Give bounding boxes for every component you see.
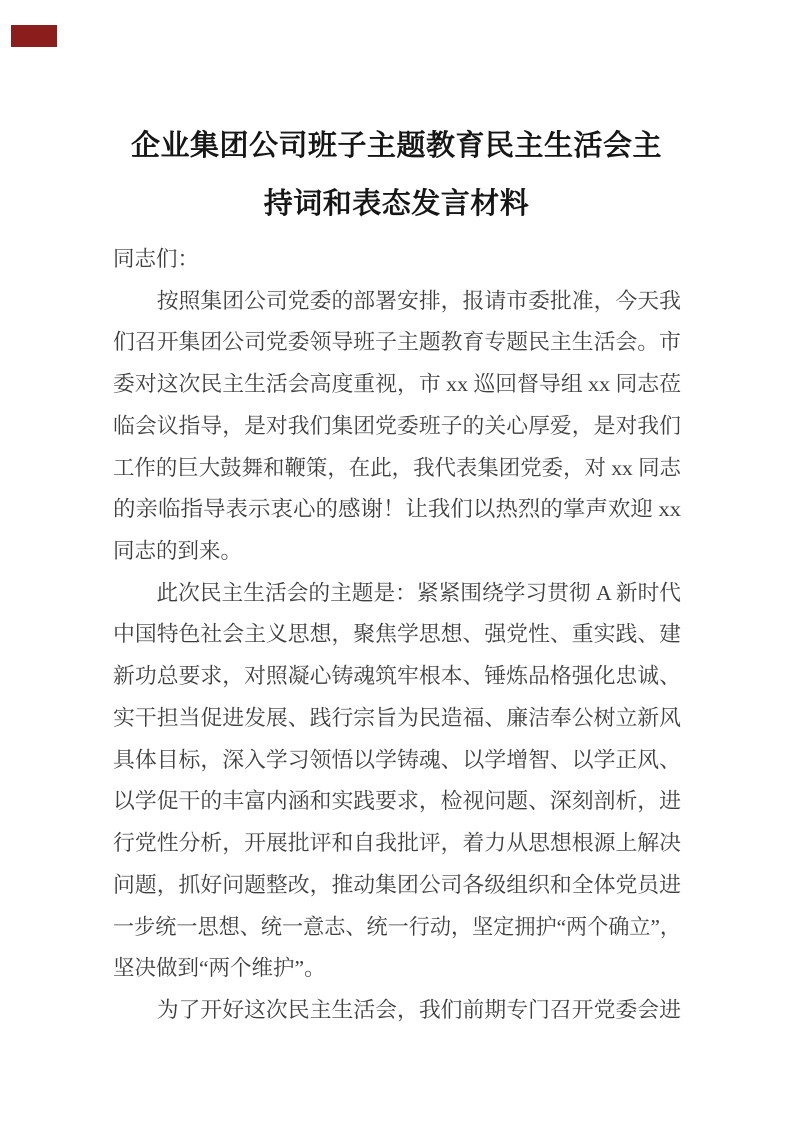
text-line: 坚决做到“两个维护”。: [113, 956, 326, 981]
text-line: 行党性分析，开展批评和自我批评，着力从思想根源上解决: [113, 831, 681, 856]
text-line: 工作的巨大鼓舞和鞭策，在此，我代表集团党委，对 xx 同志: [113, 455, 681, 480]
document-body: [113, 239, 681, 1032]
text-line: 此次民主生活会的主题是：紧紧围绕学习贯彻 A 新时代: [113, 580, 681, 605]
document-title: [0, 117, 793, 233]
text-line: 按照集团公司党委的部署安排，报请市委批准，今天我: [113, 288, 681, 313]
text-line: 同志们：: [113, 247, 200, 271]
text-line: 中国特色社会主义思想，聚焦学思想、强党性、重实践、建: [113, 622, 681, 647]
text-line: 实干担当促进发展、践行宗旨为民造福、廉洁奉公树立新风: [113, 705, 681, 730]
text-line: 具体目标，深入学习领悟以学铸魂、以学增智、以学正风、: [113, 747, 681, 772]
text-line: 以学促干的丰富内涵和实践要求，检视问题、深刻剖析，进: [113, 789, 681, 814]
text-line: 临会议指导，是对我们集团党委班子的关心厚爱，是对我们: [113, 413, 681, 438]
text-line: 们召开集团公司党委领导班子主题教育专题民主生活会。市: [113, 330, 681, 355]
text-line: 委对这次民主生活会高度重视，市 xx 巡回督导组 xx 同志莅: [113, 372, 681, 397]
text-line: 为了开好这次民主生活会，我们前期专门召开党委会进: [113, 997, 681, 1022]
text-line: 问题，抓好问题整改，推动集团公司各级组织和全体党员进: [113, 872, 681, 897]
title-line-2: 持词和表态发言材料: [263, 188, 530, 220]
text-line: 一步统一思想、统一意志、统一行动，坚定拥护“两个确立”，: [113, 914, 681, 939]
title-line-1: 企业集团公司班子主题教育民主生活会主: [130, 130, 662, 162]
text-line: 同志的到来。: [113, 539, 243, 564]
red-corner-tag: [11, 25, 57, 47]
text-line: 的亲临指导表示衷心的感谢！让我们以热烈的掌声欢迎 xx: [113, 497, 681, 522]
text-line: 新功总要求，对照凝心铸魂筑牢根本、锤炼品格强化忠诚、: [113, 664, 681, 689]
